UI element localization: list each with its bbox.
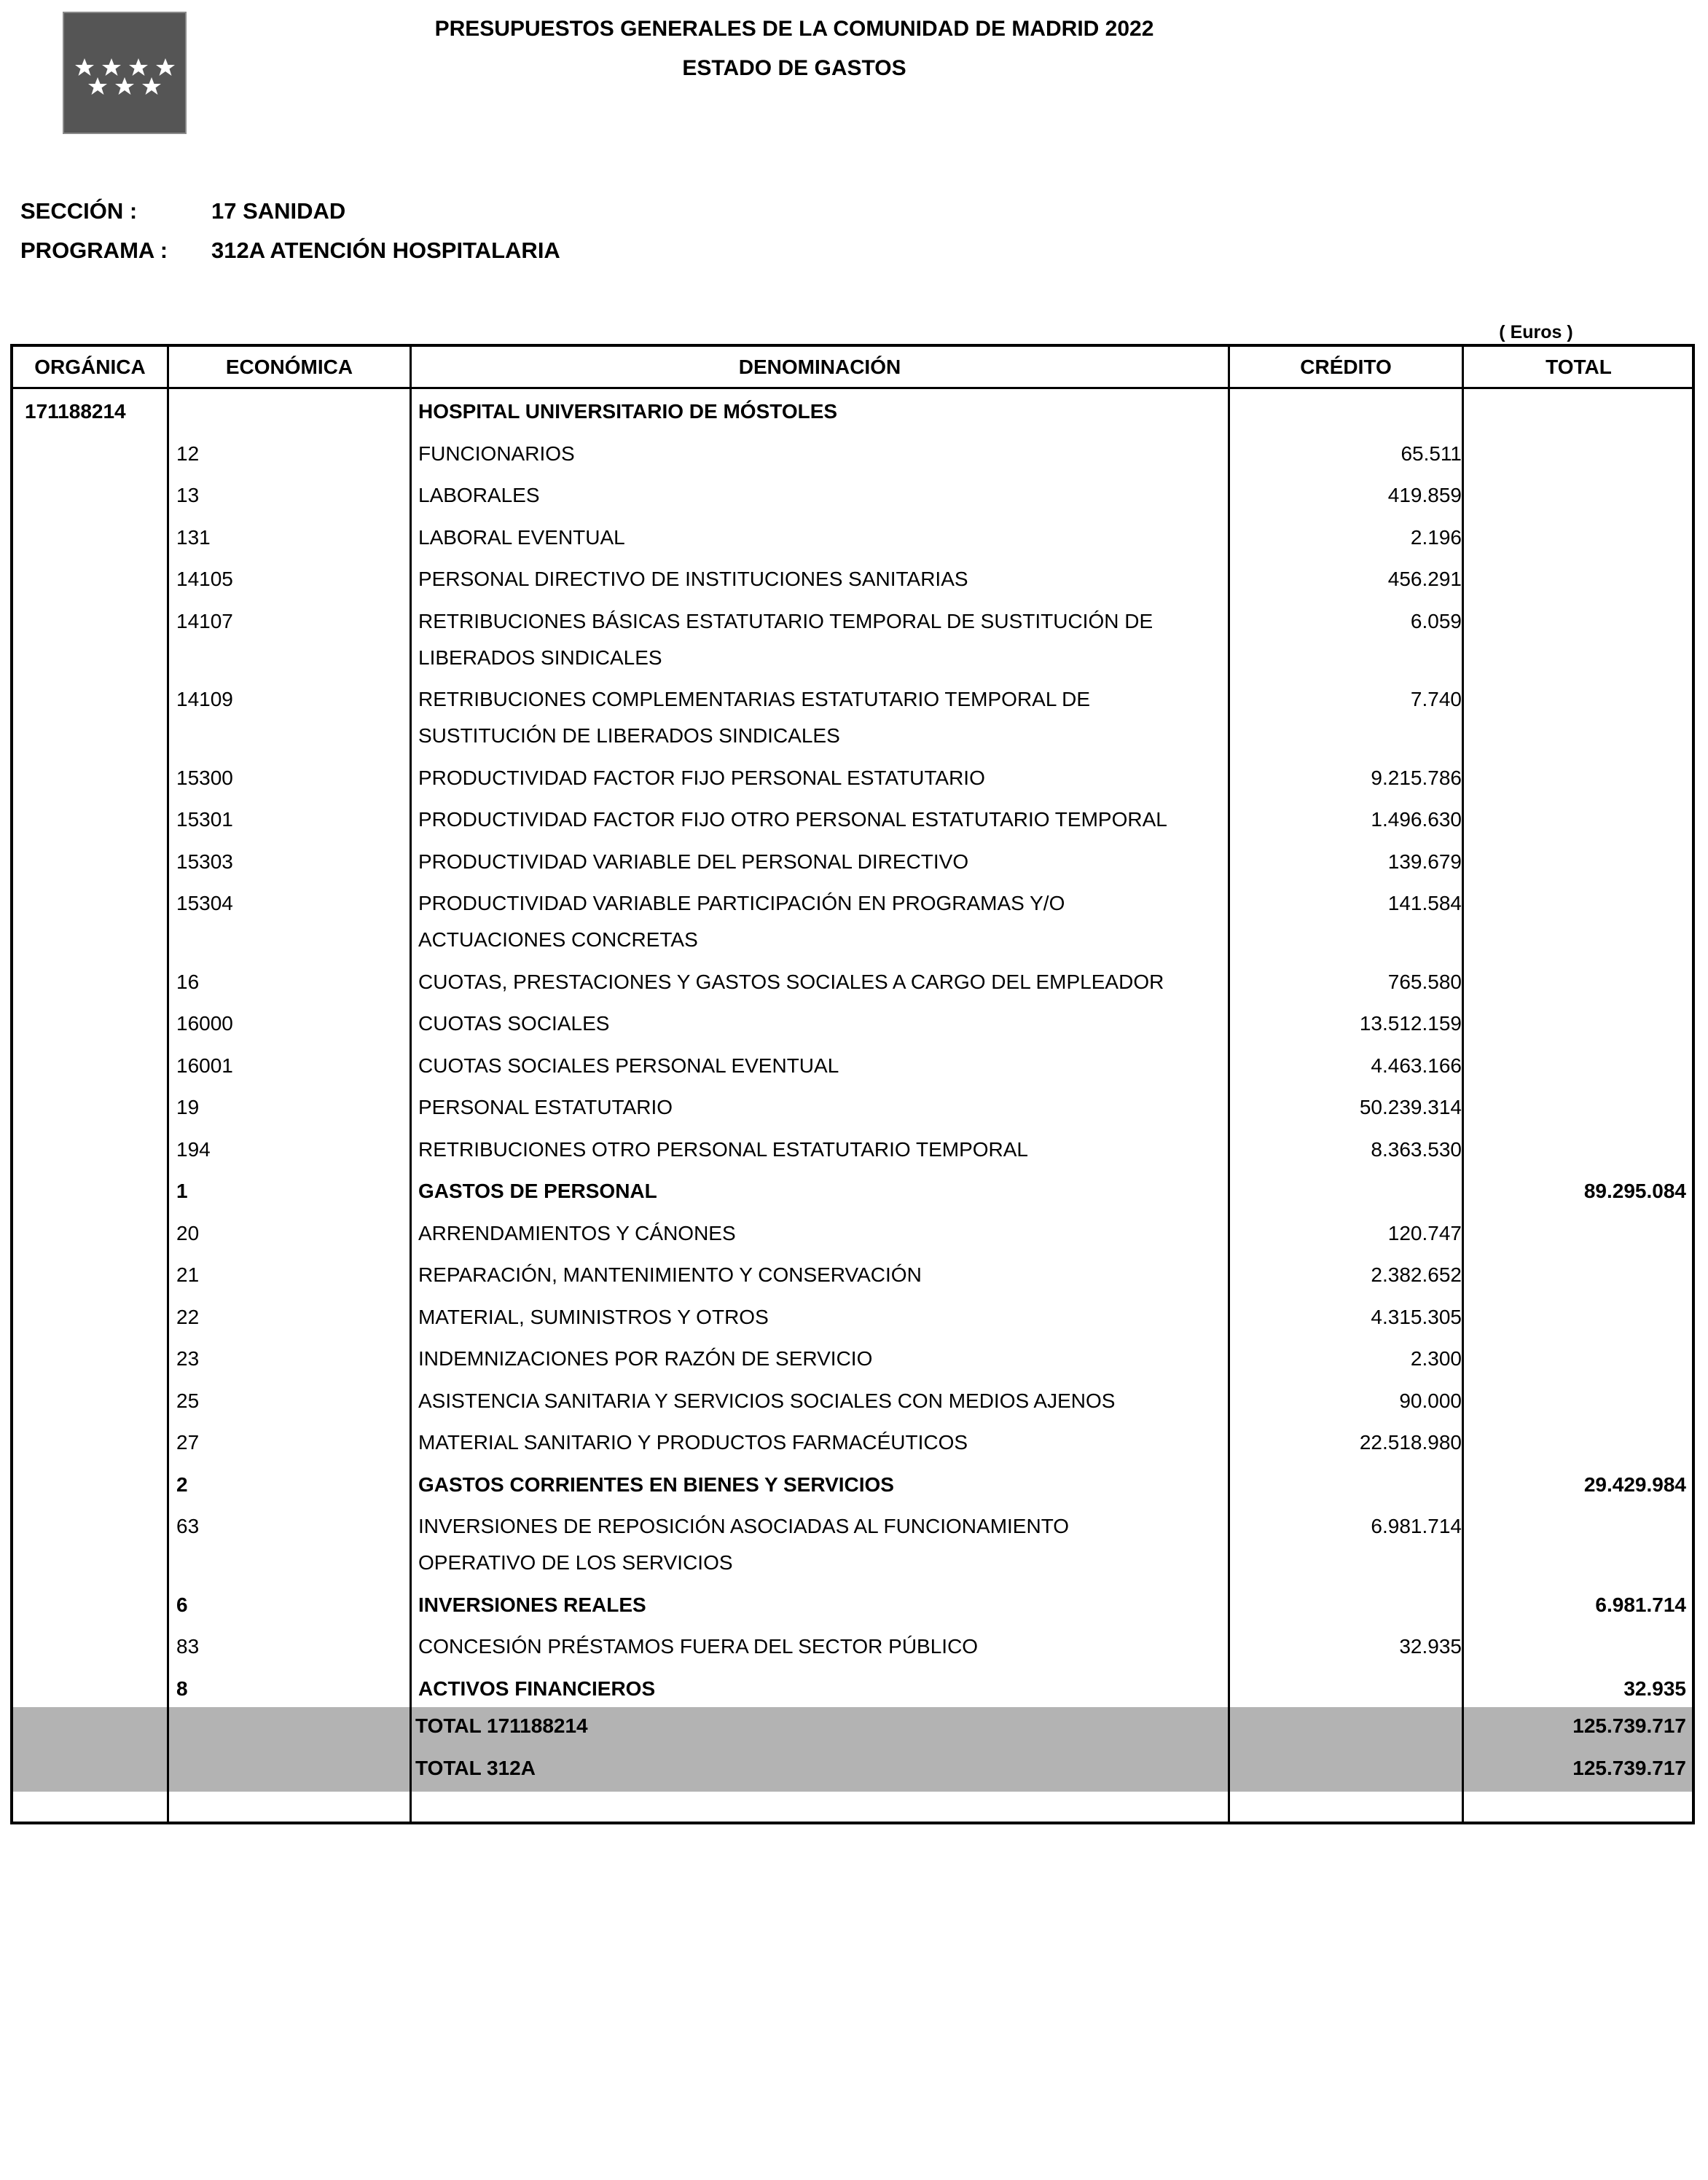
- cell-denominacion-continued: LIBERADOS SINDICALES: [418, 646, 662, 669]
- cell-credito: 65.511: [1401, 442, 1462, 465]
- cell-credito: 4.315.305: [1371, 1305, 1462, 1328]
- cell-credito: 90.000: [1399, 1389, 1462, 1412]
- cell-credito: 2.196: [1410, 525, 1462, 549]
- cell-total: 89.295.084: [1583, 1180, 1686, 1202]
- cell-denominacion: CUOTAS SOCIALES PERSONAL EVENTUAL: [418, 1054, 839, 1077]
- cell-denominacion: INVERSIONES DE REPOSICIÓN ASOCIADAS AL FUNCIONAMIENTO: [418, 1515, 1070, 1537]
- cell-credito: 139.679: [1387, 850, 1462, 873]
- star-icon: [75, 58, 94, 76]
- cell-organica: 171188214: [25, 400, 126, 423]
- cell-denominacion: REPARACIÓN, MANTENIMIENTO Y CONSERVACIÓN: [418, 1263, 922, 1286]
- units-label: ( Euros ): [1499, 322, 1573, 342]
- cell-denominacion: MATERIAL SANITARIO Y PRODUCTOS FARMACÉUTICOS: [418, 1431, 968, 1454]
- cell-denominacion: MATERIAL, SUMINISTROS Y OTROS: [418, 1305, 769, 1328]
- total-label: TOTAL 312A: [415, 1757, 536, 1779]
- column-header-economica: ECONÓMICA: [225, 356, 353, 378]
- cell-economica: 22: [176, 1305, 200, 1328]
- cell-credito: 456.291: [1387, 568, 1462, 590]
- cell-denominacion: RETRIBUCIONES OTRO PERSONAL ESTATUTARIO TEMPORAL: [418, 1137, 1029, 1161]
- cell-credito: 50.239.314: [1359, 1096, 1462, 1118]
- cell-denominacion: HOSPITAL UNIVERSITARIO DE MÓSTOLES: [418, 400, 838, 423]
- cell-credito: 32.935: [1399, 1635, 1462, 1658]
- cell-denominacion: ASISTENCIA SANITARIA Y SERVICIOS SOCIALES CON MEDIOS AJENOS: [418, 1389, 1116, 1412]
- cell-economica: 13: [176, 484, 200, 506]
- cell-denominacion: CUOTAS SOCIALES: [418, 1012, 610, 1035]
- cell-economica: 16001: [176, 1054, 233, 1077]
- cell-economica: 15301: [176, 808, 233, 831]
- cell-economica: 6: [176, 1593, 188, 1616]
- cell-denominacion: PRODUCTIVIDAD VARIABLE DEL PERSONAL DIRECTIVO: [418, 850, 969, 873]
- cell-denominacion: INDEMNIZACIONES POR RAZÓN DE SERVICIO: [418, 1347, 873, 1370]
- cell-total: 6.981.714: [1595, 1593, 1686, 1616]
- total-label: TOTAL 171188214: [415, 1714, 588, 1737]
- budget-table: [10, 344, 1695, 1824]
- cell-credito: 13.512.159: [1359, 1012, 1462, 1035]
- cell-economica: 20: [176, 1221, 200, 1244]
- cell-denominacion: GASTOS DE PERSONAL: [418, 1180, 657, 1202]
- cell-credito: 6.059: [1410, 609, 1462, 632]
- cell-denominacion-continued: ACTUACIONES CONCRETAS: [418, 928, 698, 951]
- cell-economica: 131: [176, 525, 211, 549]
- cell-denominacion: ACTIVOS FINANCIEROS: [418, 1677, 656, 1700]
- seccion-value: 17 SANIDAD: [211, 198, 346, 224]
- cell-denominacion: CONCESIÓN PRÉSTAMOS FUERA DEL SECTOR PÚBLICO: [418, 1635, 979, 1658]
- document-title: PRESUPUESTOS GENERALES DE LA COMUNIDAD DE MADRID 2022: [434, 17, 1154, 41]
- cell-total: 29.429.984: [1583, 1473, 1686, 1496]
- cell-economica: 194: [176, 1137, 211, 1161]
- cell-denominacion: LABORALES: [418, 484, 540, 506]
- cell-economica: 23: [176, 1347, 200, 1370]
- cell-credito: 2.382.652: [1371, 1263, 1462, 1286]
- programa-label: PROGRAMA :: [20, 238, 168, 263]
- cell-economica: 15304: [176, 892, 233, 914]
- cell-economica: 19: [176, 1096, 200, 1118]
- cell-denominacion: PRODUCTIVIDAD FACTOR FIJO PERSONAL ESTATUTARIO: [418, 766, 985, 789]
- cell-credito: 141.584: [1387, 892, 1462, 914]
- cell-economica: 12: [176, 442, 200, 465]
- cell-economica: 8: [176, 1677, 188, 1700]
- cell-credito: 9.215.786: [1371, 766, 1462, 789]
- cell-economica: 1: [176, 1180, 188, 1202]
- cell-credito: 8.363.530: [1371, 1137, 1462, 1161]
- cell-economica: 21: [176, 1263, 200, 1286]
- cell-economica: 27: [176, 1431, 200, 1454]
- programa-value: 312A ATENCIÓN HOSPITALARIA: [211, 238, 560, 263]
- star-icon: [102, 58, 121, 76]
- cell-credito: 4.463.166: [1371, 1054, 1462, 1077]
- cell-denominacion-continued: OPERATIVO DE LOS SERVICIOS: [418, 1551, 733, 1574]
- total-value: 125.739.717: [1572, 1757, 1686, 1779]
- cell-economica: 25: [176, 1389, 200, 1412]
- cell-denominacion: LABORAL EVENTUAL: [418, 525, 625, 549]
- cell-economica: 14107: [176, 609, 233, 632]
- cell-total: 32.935: [1623, 1677, 1686, 1700]
- column-divider: [1228, 347, 1230, 1822]
- cell-economica: 15300: [176, 766, 233, 789]
- cell-credito: 765.580: [1387, 970, 1462, 993]
- cell-credito: 22.518.980: [1359, 1431, 1462, 1454]
- cell-economica: 83: [176, 1635, 200, 1658]
- cell-credito: 2.300: [1410, 1347, 1462, 1370]
- column-header-organica: ORGÁNICA: [34, 356, 146, 378]
- cell-economica: 16: [176, 970, 200, 993]
- cell-economica: 63: [176, 1515, 200, 1537]
- cell-credito: 419.859: [1387, 484, 1462, 506]
- cell-denominacion: PRODUCTIVIDAD FACTOR FIJO OTRO PERSONAL ESTATUTARIO TEMPORAL: [418, 808, 1167, 831]
- column-header-denominacion: DENOMINACIÓN: [738, 356, 901, 378]
- column-divider: [167, 347, 169, 1822]
- cell-credito: 7.740: [1410, 688, 1462, 710]
- column-divider: [1462, 347, 1464, 1822]
- column-divider: [410, 347, 412, 1822]
- cell-economica: 14109: [176, 688, 233, 710]
- cell-denominacion: INVERSIONES REALES: [418, 1593, 646, 1616]
- cell-denominacion: CUOTAS, PRESTACIONES Y GASTOS SOCIALES A CARGO DEL EMPLEADOR: [418, 970, 1164, 993]
- cell-economica: 14105: [176, 568, 233, 590]
- cell-denominacion: FUNCIONARIOS: [418, 442, 575, 465]
- cell-denominacion: PRODUCTIVIDAD VARIABLE PARTICIPACIÓN EN PROGRAMAS Y/O: [418, 892, 1065, 914]
- cell-economica: 15303: [176, 850, 233, 873]
- cell-credito: 1.496.630: [1371, 808, 1462, 831]
- cell-denominacion-continued: SUSTITUCIÓN DE LIBERADOS SINDICALES: [418, 724, 840, 747]
- cell-economica: 2: [176, 1473, 188, 1496]
- cell-denominacion: GASTOS CORRIENTES EN BIENES Y SERVICIOS: [418, 1473, 894, 1496]
- header-divider: [13, 387, 1692, 389]
- cell-denominacion: ARRENDAMIENTOS Y CÁNONES: [418, 1221, 736, 1244]
- document-subtitle: ESTADO DE GASTOS: [682, 56, 906, 80]
- cell-denominacion: PERSONAL DIRECTIVO DE INSTITUCIONES SANITARIAS: [418, 568, 968, 590]
- cell-credito: 6.981.714: [1371, 1515, 1462, 1537]
- star-icon: [88, 77, 107, 95]
- seccion-label: SECCIÓN :: [20, 198, 138, 224]
- cell-denominacion: RETRIBUCIONES BÁSICAS ESTATUTARIO TEMPORAL DE SUSTITUCIÓN DE: [418, 609, 1153, 632]
- cell-credito: 120.747: [1387, 1221, 1462, 1244]
- star-icon: [115, 77, 134, 95]
- cell-denominacion: RETRIBUCIONES COMPLEMENTARIAS ESTATUTARIO TEMPORAL DE: [418, 688, 1091, 710]
- column-header-total: TOTAL: [1546, 356, 1612, 378]
- cell-economica: 16000: [176, 1012, 233, 1035]
- total-value: 125.739.717: [1572, 1714, 1686, 1737]
- column-header-credito: CRÉDITO: [1300, 356, 1392, 378]
- cell-denominacion: PERSONAL ESTATUTARIO: [418, 1096, 673, 1118]
